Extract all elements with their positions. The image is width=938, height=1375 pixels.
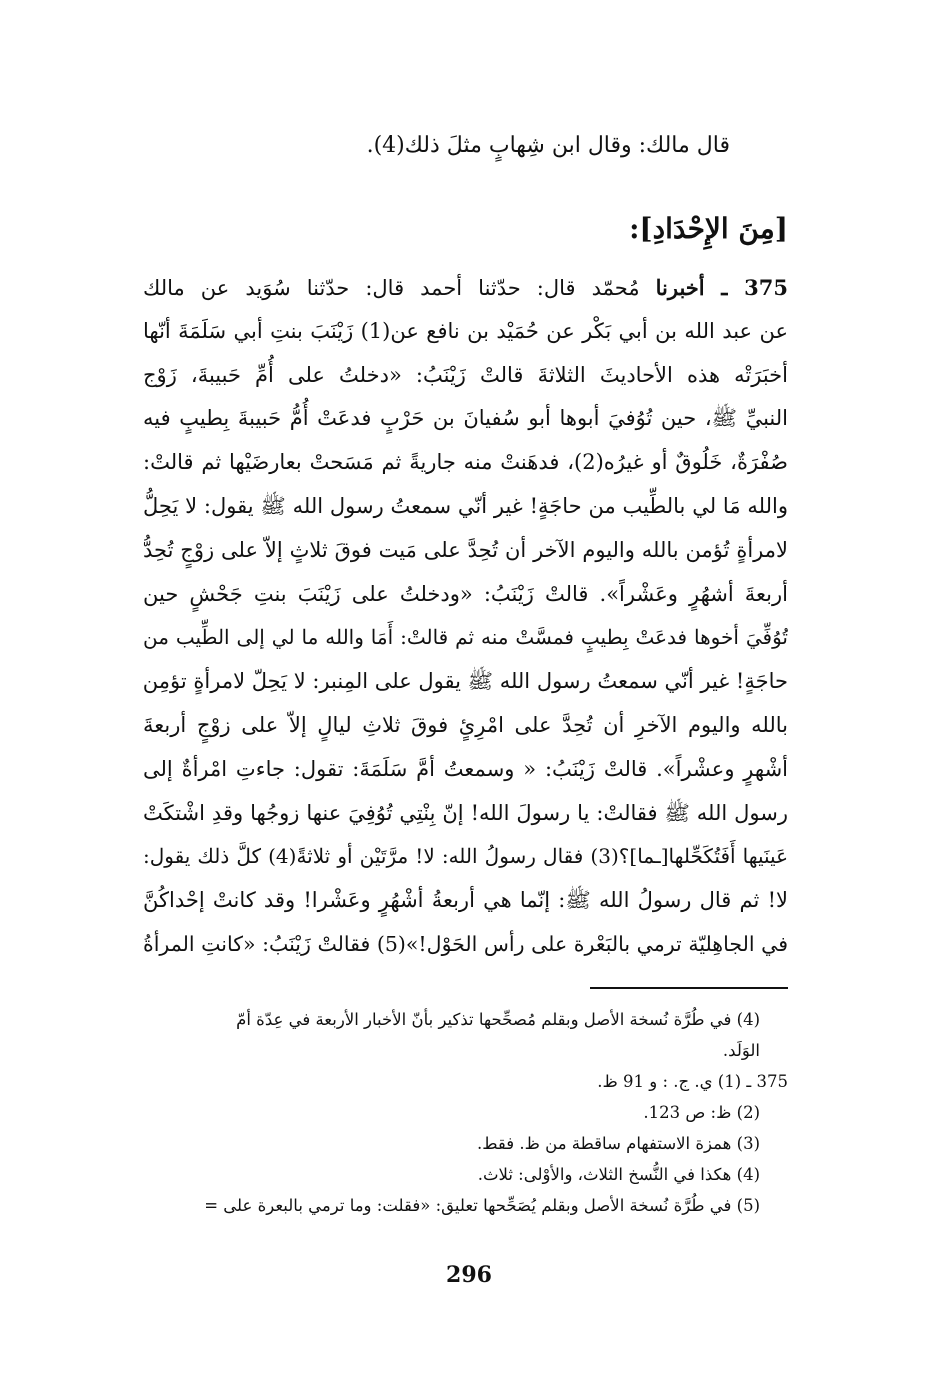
hadith-line: لامرأةٍ تُؤمن بالله واليوم الآخر أن تُحِدَّ على مَيت فوقَ ثلاثٍ إلاّ على زوْجٍ تُحِدُّ [143,537,788,562]
hadith-line: أربعةَ أشهُرٍ وعَشْراً». قالتْ زَيْنَبُ: «ودخلتُ على زَيْنَبَ بنتِ جَحْشٍ حين [143,581,788,606]
hadith-line: رسول الله ﷺ فقالتْ: يا رسولَ الله! إنّ بِنْتِي تُوُفِيَ عنها زوجُها وقدِ اشْتكَتْ [143,800,788,825]
hadith-line: عَينَيها أَفَتُكَحِّلها[ـما]؟(3) فقال رسولُ الله: لا! مرَّتَيْن أو ثلاثةً(4) كلَّ ذلك يقول: [143,844,788,869]
hadith-text [143,266,788,967]
hadith-line: أخبَرَتْه هذه الأحاديثَ الثلاثةَ قالتْ زَيْنَبُ: «دخلتُ على أُمِّ حَبيبةَ، زَوْج [143,362,788,387]
footnote: (3) همزة الاستفهام ساقطة من ظ. فقط. [477,1134,760,1153]
hadith-line [143,266,788,310]
footnote-divider [590,987,788,989]
hadith-line: النبيِّ ﷺ، حين تُوُفيَ أبوها أبو سُفيانَ بن حَرْبٍ فدعَتْ أُمُّ حَبيبةَ بِطيبٍ فيه [143,406,788,431]
footnote: (2) ظ: ص 123. [643,1103,760,1122]
hadith-line: عن عبد الله بن أبي بَكْر عن حُمَيْد بن نافع عن(1) زَيْنَبَ بنتِ أبي سَلَمَةَ أنّها [143,318,788,343]
intro-line: قال مالك: وقال ابن شِهابٍ مثلَ ذلك(4). [366,133,730,158]
footnotes [143,1004,788,1221]
hadith-line: حاجَةٍ! غير أنّي سمعتُ رسول الله ﷺ يقول على المِنبر: لا يَحِلّ لامرأةٍ تؤمِن [143,669,788,694]
hadith-number: 375 ـ أخبرنا [655,275,788,300]
section-heading: [مِنَ الإِحْدَادِ]: [629,212,788,245]
hadith-line: لا! ثم قال رسولُ الله ﷺ: إنّما هي أربعةُ أشْهُرٍ وعَشْرا! وقد كانتْ إحْداكُنَّ [143,888,788,913]
footnote: 375 ـ (1) ي. ج. : و 91 ظ. [597,1072,788,1091]
hadith-line: صُفْرَةٌ، خَلُوقٌ أو غيرُه(2)، فدهَنتْ منه جاريةً ثم مَسَحتْ بعارضَيْها ثم قالتْ: [143,450,788,475]
footnote-continuation: الوَلَد. [722,1041,760,1060]
footnote: (4) هكذا في النُّسخ الثلاث، والأوْلى: ثلاث. [477,1165,760,1184]
hadith-line: والله مَا لي بالطِّيب من حاجَةٍ! غير أنّي سمعتُ رسول الله ﷺ يقول: لا يَحِلُّ [143,493,788,518]
hadith-line: في الجاهِليّة ترمي بالبَعْرة على رأس الحَوْل!»(5) فقالتْ زَيْنَبُ: «كانتِ المرأةُ [143,931,788,956]
hadith-line: بالله واليوم الآخرِ أن تُحِدَّ على امْرِئٍ فوقَ ثلاثِ ليالٍ إلاّ على زوْجٍ أربعةَ [143,712,788,737]
footnote: (5) في طُرَّة نُسخة الأصل وبقلم يُصَحِّحها تعليق: «فقلت: وما ترمي بالبعرة على = [204,1196,760,1215]
footnote: (4) في طُرَّة نُسخة الأصل وبقلم مُصحِّحها تذكير بأنّ الأخبار الأربعة في عِدّة أمّ [236,1010,760,1029]
hadith-line: تُوُفِّيَ أخوها فدعَتْ بِطيبٍ فمسَّتْ منه ثم قالتْ: أَمَا والله ما لي إلى الطِّيب من [143,625,788,650]
page-number: 296 [446,1262,492,1288]
hadith-line-text: مُحمّد قال: حدّثنا أحمد قال: حدّثنا سُوَيد عن مالك [143,276,640,300]
hadith-line: أشْهرٍ وعشْراً». قالتْ زَيْنَبُ: « وسمعتُ أمَّ سَلَمَةَ: تقول: جاءتِ امْرأةٌ إلى [143,756,788,781]
